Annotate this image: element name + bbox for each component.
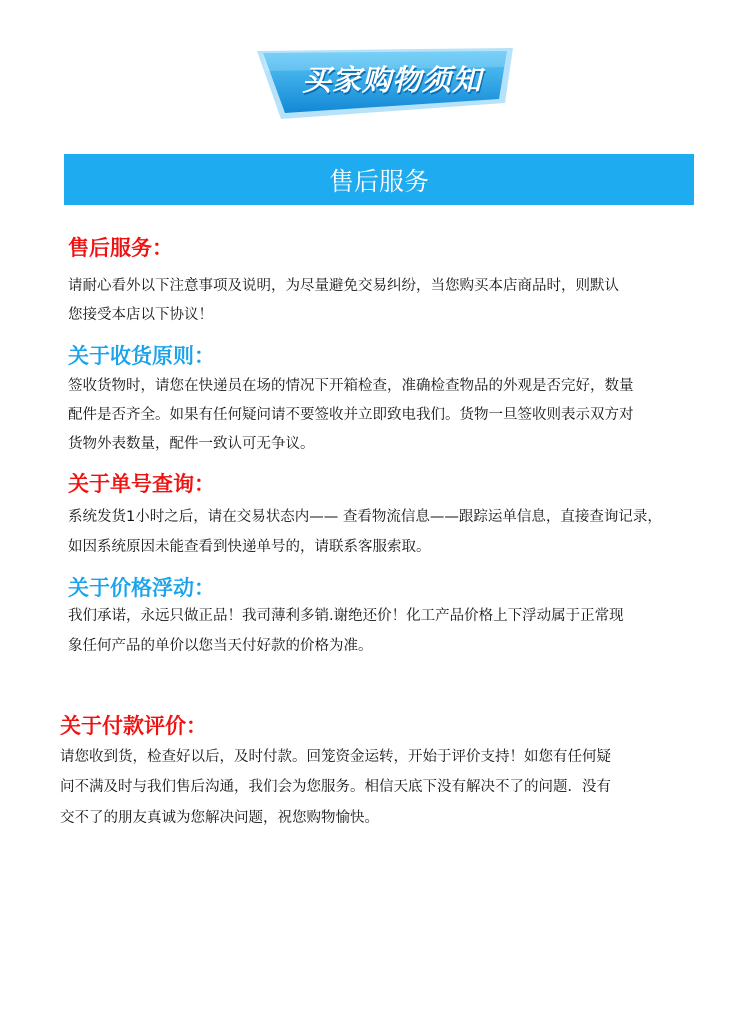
section-text-line: 请耐心看外以下注意事项及说明，为尽量避免交易纠纷，当您购买本店商品时，则默认	[68, 278, 619, 294]
section-bar	[64, 154, 694, 205]
section-heading: 关于价格浮动：	[68, 576, 215, 600]
section-bar-title: 售后服务	[328, 166, 429, 196]
section-text-line: 货物外表数量，配件一致认可无争议。	[68, 436, 315, 452]
section-text-line: 我们承诺，永远只做正品！我司薄利多销.谢绝还价！化工产品价格上下浮动属于正常现	[68, 608, 624, 624]
section-text-line: 请您收到货，检查好以后，及时付款。回笼资金运转，开始于评价支持！如您有任何疑	[60, 749, 611, 765]
banner-title: 买家购物须知	[301, 63, 482, 97]
section-heading: 关于单号查询：	[68, 472, 215, 496]
section-text-line: 系统发货1小时之后，请在交易状态内—— 查看物流信息——跟踪运单信息，直接查询记录，	[68, 509, 662, 525]
section-text-line: 问不满及时与我们售后沟通，我们会为您服务。相信天底下没有解决不了的问题．没有	[60, 779, 611, 795]
banner	[255, 45, 515, 125]
section-heading: 关于付款评价：	[60, 714, 207, 738]
section-text-line: 配件是否齐全。如果有任何疑问请不要签收并立即致电我们。货物一旦签收则表示双方对	[68, 407, 634, 423]
section-heading: 关于收货原则：	[68, 344, 215, 368]
section-text-line: 签收货物时，请您在快递员在场的情况下开箱检查，准确检查物品的外观是否完好，数量	[68, 378, 634, 394]
section-text-line: 您接受本店以下协议！	[68, 307, 213, 323]
section-heading: 售后服务：	[68, 236, 173, 260]
section-text-line: 交不了的朋友真诚为您解决问题，祝您购物愉快。	[60, 810, 379, 826]
section-text-line: 如因系统原因未能查看到快递单号的，请联系客服索取。	[68, 539, 431, 555]
section-text-line: 象任何产品的单价以您当天付好款的价格为准。	[68, 638, 373, 654]
